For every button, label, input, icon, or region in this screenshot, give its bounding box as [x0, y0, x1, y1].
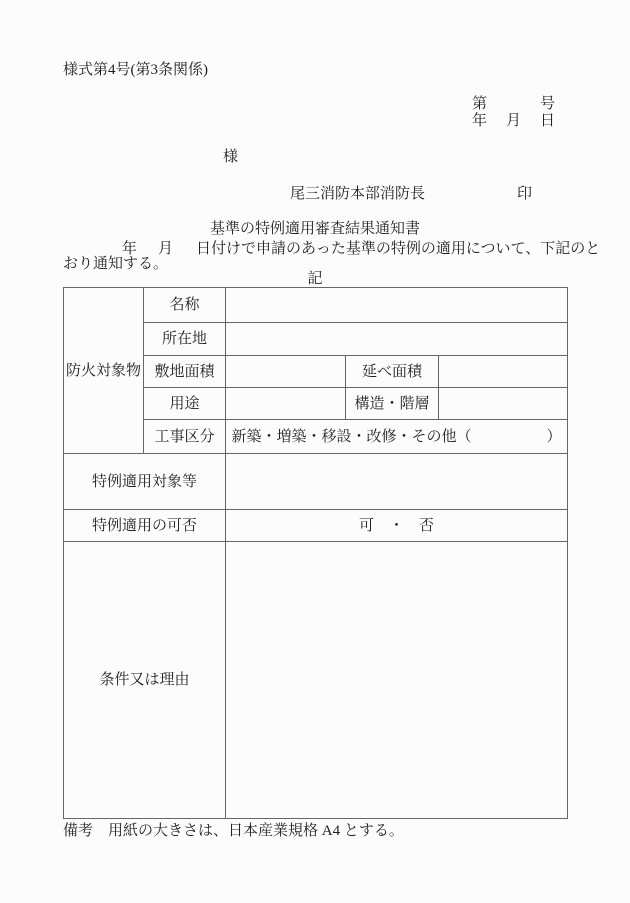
structure-label-cell: 構造・階層: [346, 388, 439, 420]
table-row: [64, 454, 568, 510]
seal-mark: 印: [516, 186, 532, 202]
table-row: [64, 288, 568, 323]
doc-number-suffix: 号: [539, 96, 555, 112]
condition-value-cell: [226, 542, 568, 819]
site-area-value-cell: [226, 356, 346, 388]
construction-label-cell: 工事区分: [144, 420, 226, 454]
address-label-cell: 所在地: [144, 323, 226, 356]
date-year-label: 年: [472, 113, 488, 129]
condition-label-cell: 条件又は理由: [64, 542, 226, 819]
sender-name: 尾三消防本部消防長: [290, 186, 426, 202]
use-value-cell: [226, 388, 346, 420]
record-mark: 記: [307, 271, 323, 287]
body-line1-text: 日付けで申請のあった基準の特例の適用について、下記のと: [196, 241, 601, 257]
notice-table: [63, 287, 568, 819]
address-value-cell: [226, 323, 568, 356]
recipient-suffix: 様: [223, 149, 239, 165]
body-month-label: 月: [158, 241, 174, 257]
approval-value-cell: 可 ・ 否: [226, 510, 568, 542]
doc-number-line: [472, 96, 555, 112]
date-line: [472, 113, 555, 129]
table-row: [64, 510, 568, 542]
form-label: 様式第4号(第3条関係): [63, 62, 208, 78]
body-line2-text: おり通知する。: [63, 256, 169, 272]
approval-label-cell: 特例適用の可否: [64, 510, 226, 542]
doc-number-prefix: 第: [472, 96, 488, 112]
site-area-label-cell: 敷地面積: [144, 356, 226, 388]
remarks-note: 備考 用紙の大きさは、日本産業規格 A4 とする。: [63, 823, 404, 839]
use-label-cell: 用途: [144, 388, 226, 420]
name-value-cell: [226, 288, 568, 323]
structure-value-cell: [439, 388, 568, 420]
target-label-cell: 特例適用対象等: [64, 454, 226, 510]
document-title: 基準の特例適用審査結果通知書: [209, 221, 420, 237]
date-month-label: 月: [505, 113, 521, 129]
target-value-cell: [226, 454, 568, 510]
name-label-cell: 名称: [144, 288, 226, 323]
total-area-value-cell: [439, 356, 568, 388]
table-row: [64, 542, 568, 819]
group-label-cell: 防火対象物: [64, 288, 144, 454]
sender-line: [290, 186, 532, 202]
body-year-label: 年: [122, 241, 138, 257]
total-area-label-cell: 延べ面積: [346, 356, 439, 388]
date-day-label: 日: [539, 113, 555, 129]
construction-value-cell: 新築・増築・移設・改修・その他（ ）: [226, 420, 568, 454]
